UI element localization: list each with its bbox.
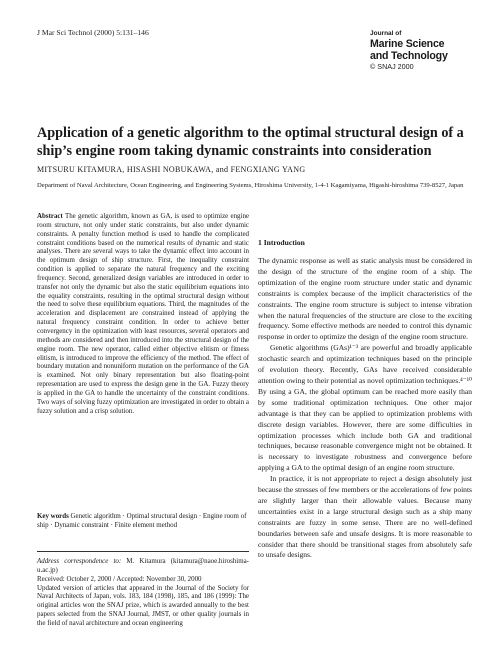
introduction-body <box>258 256 472 561</box>
received-dates: Received: October 2, 2000 / Accepted: November 30, 2000 <box>37 574 202 583</box>
section-heading-introduction: 1 Introduction <box>258 238 305 247</box>
copyright-notice: © SNAJ 2000 <box>370 62 414 71</box>
journal-logo <box>370 30 480 72</box>
affiliation: Department of Naval Architecture, Ocean Engineering, and Engineering Systems, Hiroshima University, 1-4-1 Kagamiyama, Higashi-hiroshima 739-8527, Japan <box>37 182 464 189</box>
paper-title: Application of a genetic algorithm to the optimal structural design of a ship’s engine room taking dynamic constraints into consideration <box>37 125 464 159</box>
version-note: Updated version of articles that appeared in the Journal of the Society for Naval Architects of Japan, vols. 183, 184 (1998), 185, and 186 (1999): The original articles won the SNAJ prize, which is awarded annually to the best papers selected from the SNAJ Journal, JMST, or other quality journals in the field of naval architecture and ocean engineering <box>37 583 249 627</box>
keywords-text: Genetic algorithm · Optimal structural design · Engine room of ship · Dynamic constraint · Finite element method <box>37 512 247 529</box>
intro-paragraph: The dynamic response as well as static analysis must be considered in the design of the structure of the engine room of a ship. The optimization of the engine room structure under static and dynamic constraints is complex because of the implicit characteristics of the constraints. The engine room structure is subject to intense vibration when the natural frequencies of the structure are close to the exciting frequency. Some effective methods are needed to control this dynamic response in order to optimize the design of the engine room structure. <box>258 256 472 342</box>
correspondence-text: M. Kitamura (kitamura@naoe.hiroshima-u.ac.jp) <box>37 557 249 574</box>
abstract-text: The genetic algorithm, known as GA, is used to optimize engine room structure, not only under static constraints, but also under dynamic constraints. A penalty function method is used to handle the complicated constraint conditions based on the numerical results of dynamic and static analyses. There are several ways to take the dynamic effect into account in the optimum design of ship structure. First, the inequality constraint condition is applied to separate the natural frequency and the exciting frequency. Second, generalized design variables are introduced in order to transfer not only the dynamic but also the static equilibrium equations into the equality constraints, resulting in the optimal structural design without the need to solve these equilibrium equations. Third, the magnitudes of the acceleration and displacement are constrained instead of applying the natural frequency constraint condition. In order to achieve better convergency in the optimization with least resources, several operators and methods are considered and then introduced into the structural design of the engine room. The new operator, called either objective elitism or fitness elitism, is introduced to improve the efficiency of the method. The effect of boundary mutation and nonuniform mutation on the performance of the GA is examined. Not only binary representation but also floating-point representation are used to express the design gene in the GA. Fuzzy theory is applied in the GA to handle the uncertainty of the constraint conditions. Two ways of solving fuzzy optimization are investigated in order to obtain a fuzzy solution and a crisp solution. <box>37 212 250 415</box>
footnote <box>37 557 249 628</box>
journal-name-line1: Marine Science <box>370 38 445 50</box>
footnote-divider <box>37 551 249 552</box>
intro-paragraph: In practice, it is not appropriate to reject a design absolutely just because the stresses of few members or the accelerations of few points are slightly larger than their allowable values. Because many uncertainties exist in a large structural design such as a ship many constraints are fuzzy in some sense. There are no well-defined boundaries between safe and unsafe designs. It is more reasonable to consider that there should be transitional stages from absolutely safe to unsafe designs. <box>258 474 472 560</box>
author-list: MITSURU KITAMURA, HISASHI NOBUKAWA, and FENGXIANG YANG <box>37 165 306 174</box>
keywords-label: Key words <box>37 512 69 520</box>
abstract-label: Abstract <box>37 212 63 220</box>
abstract <box>37 212 249 415</box>
correspondence <box>37 557 249 575</box>
correspondence-label: Address correspondence to: <box>37 557 122 565</box>
intro-paragraph: Genetic algorithms (GAs)¹⁻³ are powerful and broadly applicable stochastic search and optimization techniques based on the principle of evolution theory. Recently, GAs have received considerable attention owing to their potential as novel optimization techniques.⁴⁻¹⁰ By using a GA, the global optimum can be reached more easily than by some traditional optimization techniques. One other major advantage is that they can be applied to optimization problems with discrete design variables. However, there are some difficulties in optimization processes which include both GA and traditional techniques, because reasonable convergence might not be obtained. It is necessary to investigate robustness and convergence before applying a GA to the optimal design of an engine room structure. <box>258 343 472 473</box>
journal-of-label: Journal of <box>370 30 402 37</box>
keywords <box>37 512 249 530</box>
journal-citation: J Mar Sci Technol (2000) 5:131–146 <box>37 28 149 37</box>
journal-name-line2: and Technology <box>370 50 448 62</box>
